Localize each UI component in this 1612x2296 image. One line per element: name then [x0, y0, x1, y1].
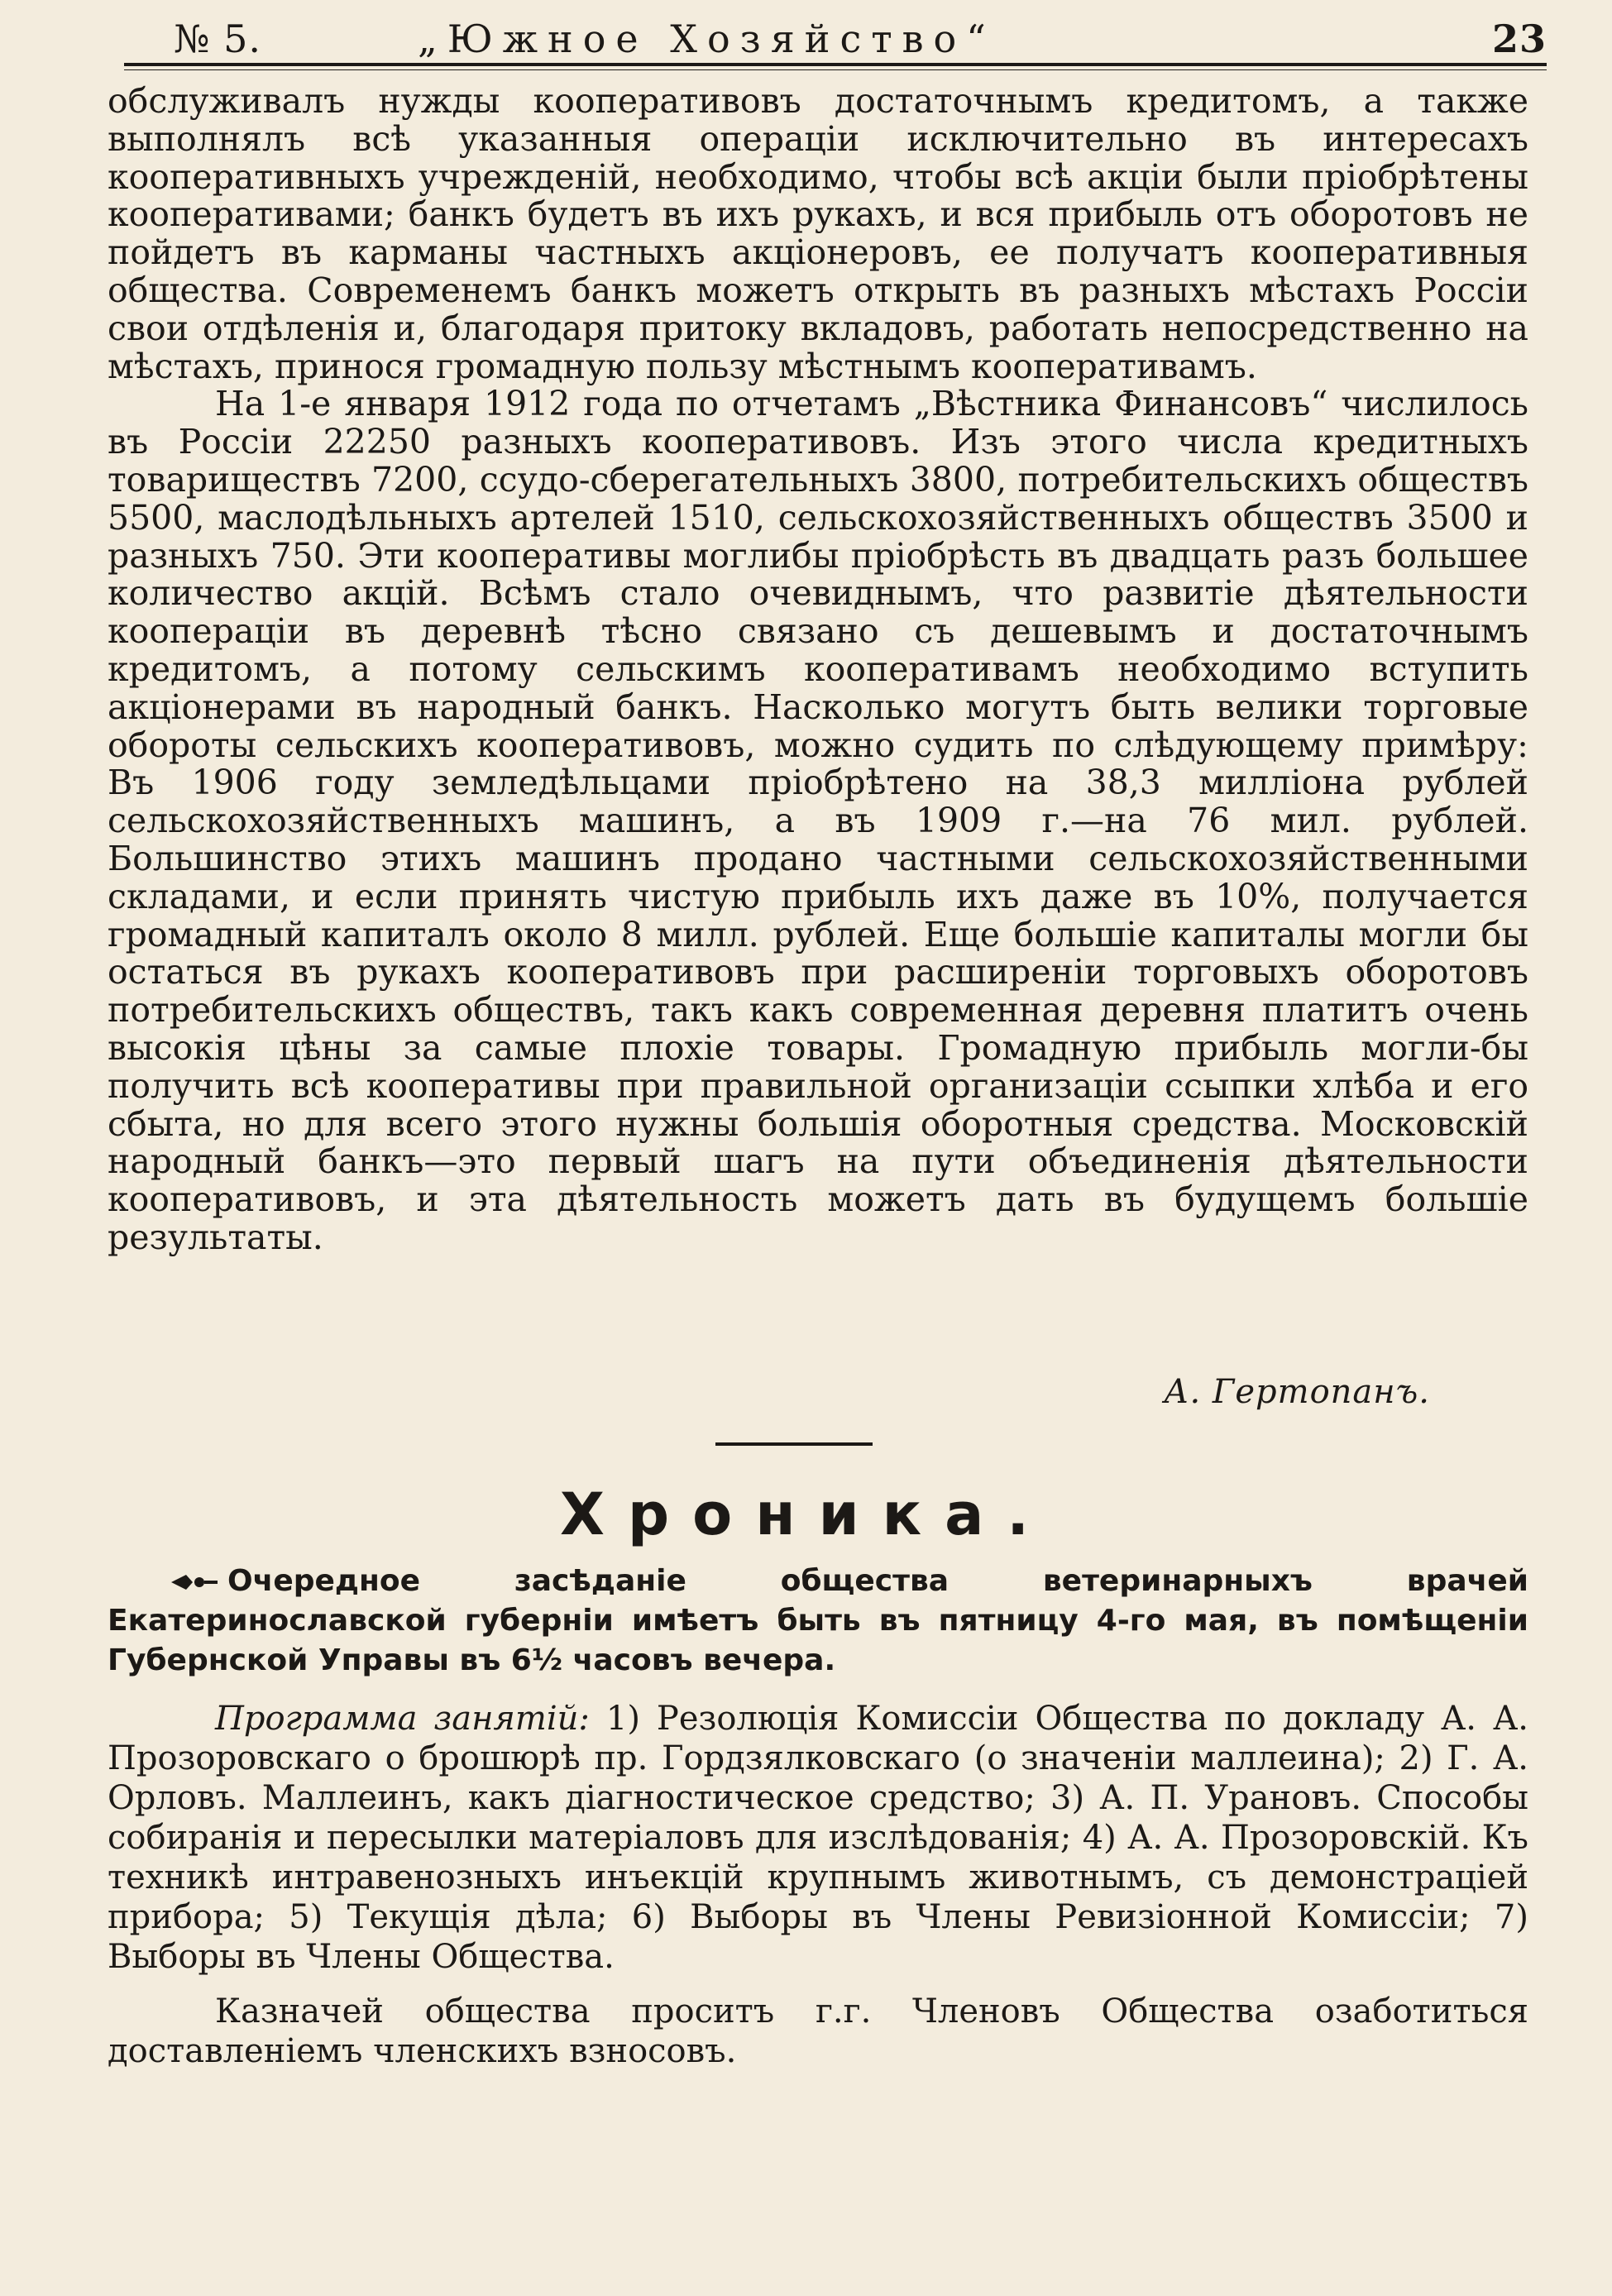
journal-title: „Южное Хозяйство“	[418, 17, 996, 61]
program-label: Программа занятій:	[215, 1700, 590, 1738]
section-separator	[715, 1442, 873, 1446]
chronicle-closing: Казначей общества проситъ г.г. Членовъ Общества озаботиться доставленіемъ членскихъ взносовъ.	[108, 1992, 1528, 2070]
article-paragraph-2: На 1-е января 1912 года по отчетамъ „Вѣстника Финансовъ“ числилось въ Россіи 22250 разныхъ кооперативовъ. Изъ этого числа кредитныхъ товариществъ 7200, ссудо-сберегательныхъ 3800, потребительскихъ обществъ 5500, маслодѣльныхъ артелей 1510, сельскохозяйственныхъ обществъ 3500 и разныхъ 750. Эти кооперативы моглибы пріобрѣсть въ двадцать разъ большее количество акцій. Всѣмъ стало очевиднымъ, что развитіе дѣятельности коопераціи въ деревнѣ тѣсно связано съ дешевымъ и достаточнымъ кредитомъ, а потому сельскимъ кооперативамъ необходимо вступить акціонерами въ народный банкъ. Насколько могутъ быть велики торговые обороты сельскихъ кооперативовъ, можно судить по слѣдующему примѣру: Въ 1906 году земледѣльцами пріобрѣтено на 38,3 милліона рублей сельскохозяйственныхъ машинъ, а въ 1909 г.—на 76 мил. рублей. Большинство этихъ машинъ продано частными сельскохозяйственными складами, и если принять чистую прибыль ихъ даже въ 10%, получается громадный капиталъ около 8 милл. рублей. Еще большіе капиталы могли бы остаться въ рукахъ кооперативовъ при расширеніи торговыхъ оборотовъ потребительскихъ обществъ, такъ какъ современная деревня платитъ очень высокія цѣны за самые плохіе товары. Громадную прибыль могли-бы получить всѣ кооперативы при правильной организаціи ссыпки хлѣба и его сбыта, но для всего этого нужны большія оборотныя средства. Московскій народный банкъ—это первый шагъ на пути объединенія дѣятельности кооперативовъ, и эта дѣятельность можетъ дать въ будущемъ большіе результаты.	[108, 384, 1528, 1257]
chronicle-program	[108, 1699, 1528, 1977]
article-body	[108, 83, 1528, 1257]
chronicle-lead-text: Очередное засѣданіе общества ветеринарныхъ врачей Екатеринославской губерніи имѣетъ быть въ пятницу 4-го мая, въ помѣщеніи Губернской Управы въ 6½ часовъ вечера.	[108, 1564, 1528, 1677]
page-number: 23	[1491, 17, 1547, 61]
header-rule	[124, 63, 1547, 66]
header-rule-thin	[124, 69, 1547, 70]
running-head	[124, 18, 1547, 60]
chronicle-lead	[108, 1562, 1528, 1681]
author-signature: А. Гертопанъ.	[1164, 1373, 1430, 1411]
ornament-icon	[170, 1573, 219, 1591]
program-text: 1) Резолюція Комиссіи Общества по докладу А. А. Прозоровскаго о брошюрѣ пр. Гордзялковскаго (о значеніи маллеина); 2) Г. А. Орловъ. Маллеинъ, какъ діагностическое средство; 3) А. П. Урановъ. Способы собиранія и пересылки матеріаловъ для изслѣдованія; 4) А. А. Прозоровскій. Къ техникѣ интравенозныхъ инъекцій крупнымъ животнымъ, съ демонстраціей прибора; 5) Текущія дѣла; 6) Выборы въ Члены Ревизіонной Комиссіи; 7) Выборы въ Члены Общества.	[108, 1700, 1528, 1976]
issue-number: № 5.	[174, 17, 262, 61]
section-title: Хроника.	[560, 1480, 1052, 1548]
article-paragraph-1: обслуживалъ нужды кооперативовъ достаточнымъ кредитомъ, а также выполнялъ всѣ указанныя операціи исключительно въ интересахъ кооперативныхъ учрежденій, необходимо, чтобы всѣ акціи были пріобрѣтены кооперативами; банкъ будетъ въ ихъ рукахъ, и вся прибыль отъ оборотовъ не пойдетъ въ карманы частныхъ акціонеровъ, ее получатъ кооперативныя общества. Современемъ банкъ можетъ открыть въ разныхъ мѣстахъ Россіи свои отдѣленія и, благодаря притоку вкладовъ, работать непосредственно на мѣстахъ, принося громадную пользу мѣстнымъ кооперативамъ.	[108, 81, 1528, 386]
chronicle-section	[108, 1562, 1528, 2071]
